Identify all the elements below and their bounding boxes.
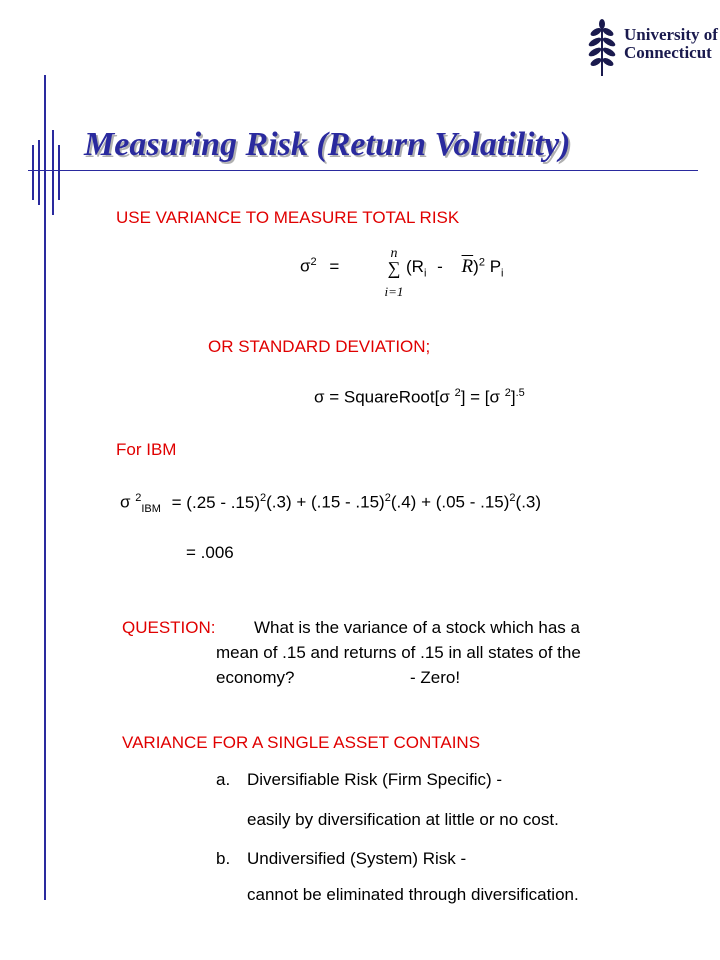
stddev-heading: OR STANDARD DEVIATION; — [208, 337, 431, 356]
summation-bottom: i=1 — [384, 284, 404, 299]
university-logo — [588, 18, 718, 80]
item-a-text: Diversifiable Risk (Firm Specific) - — [247, 770, 503, 789]
stddev-formula: σ = SquareRoot[σ $^2$] = [σ $^2$]$^{.5}$ — [314, 387, 525, 407]
frame-line-left-5 — [58, 145, 60, 200]
question-line-2: mean of .15 and returns of .15 in all states of the — [216, 643, 581, 662]
frame-line-left-3 — [38, 140, 40, 205]
variance-formula: $\sigma^2$ = — [300, 256, 340, 276]
summation-top: n — [390, 246, 398, 261]
frame-line-left-4 — [52, 130, 54, 215]
item-b-detail: cannot be eliminated through diversification. — [247, 885, 579, 904]
page-title: Measuring Risk (Return Volatility) — [84, 126, 571, 163]
question-label: QUESTION: — [122, 618, 216, 637]
variance-formula-body: $(R_i - \overline{R})^2$ $P_i$ — [406, 256, 504, 280]
question-line-3: economy? — [216, 668, 295, 687]
frame-line-left-2 — [32, 145, 34, 200]
item-b-label: b. — [216, 849, 231, 868]
summation-sign: ∑ — [387, 258, 401, 278]
ibm-label: For IBM — [116, 440, 177, 459]
sigma-symbol: σ — [300, 256, 311, 276]
mean-return-symbol: $\overline{R}$ — [461, 256, 474, 277]
question-answer: - Zero! — [410, 668, 461, 687]
ibm-variance-formula: σ $^2_{IBM}$ = (.25 - .15)$^2$(.3) + (.15 - .15)$^2$(.4) + (.05 - .15)$^2$(.3) — [120, 492, 542, 516]
frame-line-left-1 — [44, 75, 46, 900]
question-line-1: What is the variance of a stock which has a — [254, 618, 580, 637]
ibm-variance-result: = .006 — [186, 543, 234, 562]
item-b-text: Undiversified (System) Risk - — [247, 849, 467, 868]
frame-line-top — [28, 170, 698, 171]
logo-line-1: University of — [624, 25, 718, 44]
item-a-label: a. — [216, 770, 231, 789]
oak-leaf-icon — [588, 18, 616, 78]
logo-line-2: Connecticut — [624, 43, 712, 62]
item-a-detail: easily by diversification at little or no cost. — [247, 810, 559, 829]
variance-heading: USE VARIANCE TO MEASURE TOTAL RISK — [116, 208, 460, 227]
components-heading: VARIANCE FOR A SINGLE ASSET CONTAINS — [122, 733, 481, 752]
